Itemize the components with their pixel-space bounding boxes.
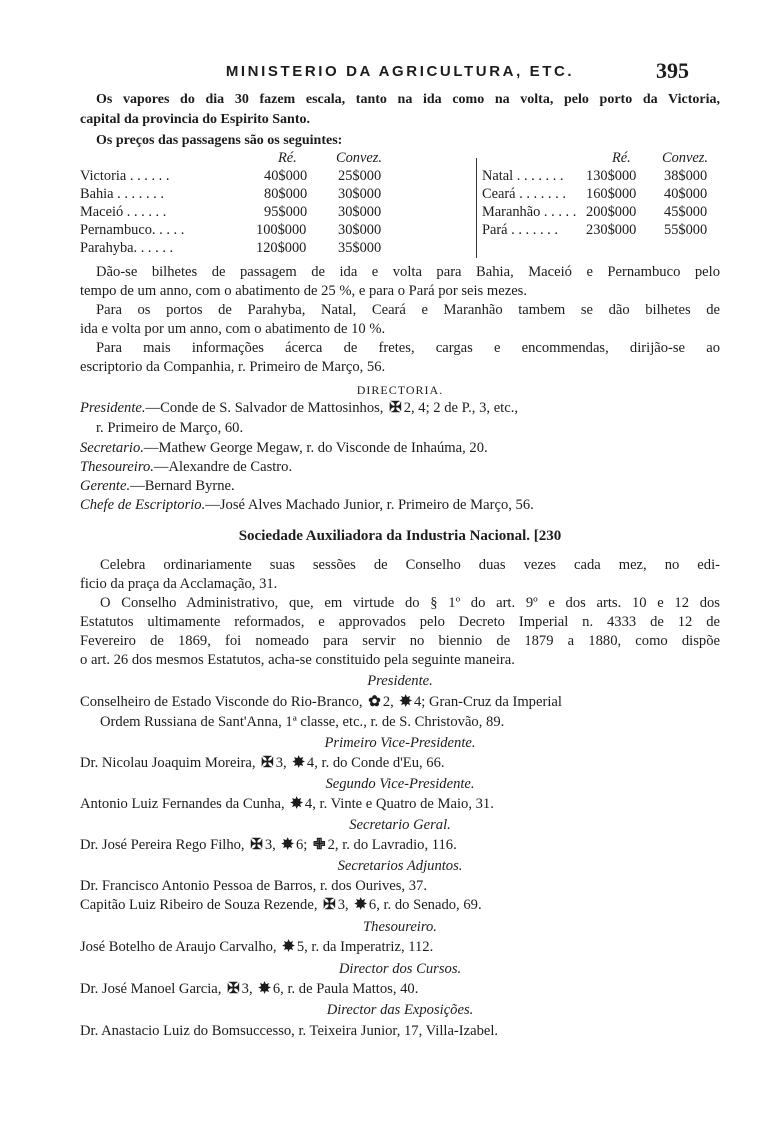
dc-line [80,979,720,999]
notes-line-4: ida e volta por um anno, com o abatimento de 10 %. [80,321,386,337]
sg-line [80,835,720,855]
order-star-icon: ✸ [399,694,412,710]
notes-line-3: Para os portos de Parahyba, Natal, Ceará e Maranhão tambem se dão bilhetes de [96,302,720,318]
vp1-line [80,753,720,773]
fare-right-convez-0: 38$000 [664,168,708,184]
notes-line-1: Dão-se bilhetes de passagem de ida e volta para Bahia, Maceió e Pernambuco pelo [96,264,720,280]
fare-right-port-2: Maranhão . . . . . [482,204,577,220]
fare-right-port-0: Natal . . . . . . . [482,168,564,184]
sa-line1: Dr. Francisco Antonio Pessoa de Barros, r. dos Ourives, 37. [80,878,427,894]
fare-left-re-1: 80$000 [264,186,308,202]
fare-right-re-0: 130$000 [586,168,637,184]
sociedade-presidente-heading: Presidente. [367,673,433,689]
chefe-label: Chefe de Escriptorio. [80,497,206,513]
page-number: 395 [656,58,689,83]
sociedade-para2-line1: O Conselho Administrativo, que, em virtude do § 1º do art. 9º e dos arts. 10 e 12 dos [100,595,720,611]
fare-right-port-1: Ceará . . . . . . . [482,186,566,202]
table-divider [476,158,477,258]
directoria-presidente [80,398,720,418]
vp2-a: Antonio Luiz Fernandes da Cunha, [80,796,285,812]
vp2-b: 4, r. Vinte e Quatro de Maio, 31. [304,796,494,812]
secretario-label: Secretario. [80,440,144,456]
fare-right-convez-2: 45$000 [664,204,708,220]
fare-left-port-2: Maceió . . . . . . [80,204,167,220]
order-cross-icon: ✠ [261,755,274,771]
vapores-intro-line-2: capital da provincia do Espirito Santo. [80,112,311,127]
fare-left-re-4: 120$000 [256,240,307,256]
fare-left-re-0: 40$000 [264,168,308,184]
sociedade-presidente-line2: Ordem Russiana de Sant'Anna, 1ª classe, etc., r. de S. Christovão, 89. [100,714,505,730]
sociedade-presidente [80,692,720,712]
thesoureiro-text: —Alexandre de Castro. [153,459,293,475]
sa-line2 [80,895,720,915]
sa-heading: Secretarios Adjuntos. [337,858,463,874]
fare-left-port-3: Pernambuco. . . . . [80,222,185,238]
sg-c: 6; [296,837,308,853]
fare-left-port-0: Victoria . . . . . . [80,168,170,184]
sp-b: 2, [382,694,394,710]
fare-left-convez-2: 30$000 [338,204,382,220]
order-cross-icon: ✠ [389,400,402,416]
sp-c: 4; Gran-Cruz da Imperial [414,694,562,710]
vp1-heading: Primeiro Vice-Presidente. [324,735,476,751]
col-header-re-right: Ré. [612,150,631,166]
vapores-intro-line-1: Os vapores do dia 30 fazem escala, tanto na ida como na volta, pelo porto da Victoria, [96,92,720,107]
order-cross-icon: ✠ [323,897,336,913]
de-heading: Director das Exposições. [326,1002,474,1018]
col-header-re-left: Ré. [278,150,297,166]
sa2-c: 6, r. do Senado, 69. [368,897,482,913]
vp1-a: Dr. Nicolau Joaquim Moreira, [80,755,256,771]
sa2-b: 3, [337,897,349,913]
vp1-b: 3, [275,755,287,771]
order-cross-icon: ✠ [250,837,263,853]
vp1-c: 4, r. do Conde d'Eu, 66. [306,755,445,771]
sg-heading: Secretario Geral. [349,817,451,833]
sg-a: Dr. José Pereira Rego Filho, [80,837,245,853]
directoria-thesoureiro [80,457,720,477]
directoria-secretario [80,438,720,458]
secretario-text: —Mathew George Megaw, r. do Visconde de Inhaúma, 20. [143,440,488,456]
fare-right-convez-1: 40$000 [664,186,708,202]
fare-left-port-1: Bahia . . . . . . . [80,186,164,202]
thesoureiro-label: Thesoureiro. [80,459,154,475]
th-heading: Thesoureiro. [363,919,437,935]
directoria-chefe [80,495,720,515]
dc-b: 3, [241,981,253,997]
precos-label: Os preços das passagens são os seguintes: [96,133,343,148]
gerente-text: —Bernard Byrne. [130,478,235,494]
order-star-icon: ✸ [290,796,303,812]
fare-right-convez-3: 55$000 [664,222,708,238]
de-line: Dr. Anastacio Luiz do Bomsuccesso, r. Teixeira Junior, 17, Villa-Izabel. [80,1023,499,1039]
directoria-heading: DIRECTORIA. [356,383,444,397]
running-header: MINISTERIO DA AGRICULTURA, ETC. [225,63,575,80]
fare-left-convez-0: 25$000 [338,168,382,184]
directoria-gerente [80,476,720,496]
presidente-decor: 2, 4; 2 de P., 3, etc., [403,400,519,416]
order-star-icon: ✸ [292,755,305,771]
sociedade-title: Sociedade Auxiliadora da Industria Nacional. [230 [238,528,562,544]
presidente-text: —Conde de S. Salvador de Mattosinhos, [145,400,384,416]
sociedade-para1-line1: Celebra ordinariamente suas sessões de Conselho duas vezes cada mez, no edi- [100,557,720,573]
presidente-address: r. Primeiro de Março, 60. [96,420,244,436]
fare-left-port-4: Parahyba. . . . . . [80,240,174,256]
fare-left-re-3: 100$000 [256,222,307,238]
notes-line-2: tempo de um anno, com o abatimento de 25 %, e para o Pará por seis mezes. [80,283,527,299]
dc-a: Dr. José Manoel Garcia, [80,981,222,997]
order-star-icon: ✸ [258,981,271,997]
order-maltese-icon: ✙ [313,837,326,853]
sa2-a: Capitão Luiz Ribeiro de Souza Rezende, [80,897,318,913]
dc-heading: Director dos Cursos. [338,961,462,977]
order-star-icon: ✸ [354,897,367,913]
th-line [80,937,720,957]
fare-left-convez-4: 35$000 [338,240,382,256]
col-header-convez-right: Convez. [662,150,708,166]
dc-c: 6, r. de Paula Mattos, 40. [272,981,419,997]
vp2-line [80,794,720,814]
th-b: 5, r. da Imperatriz, 112. [296,939,434,955]
chefe-text: —José Alves Machado Junior, r. Primeiro de Março, 56. [205,497,534,513]
order-star-icon: ✸ [282,939,295,955]
order-rose-icon: ✿ [368,694,381,710]
notes-line-5: Para mais informações ácerca de fretes, cargas e encommendas, dirijão-se ao [96,340,720,356]
sg-d: 2, r. do Lavradio, 116. [327,837,457,853]
presidente-label: Presidente. [80,400,146,416]
th-a: José Botelho de Araujo Carvalho, [80,939,277,955]
vp2-heading: Segundo Vice-Presidente. [325,776,475,792]
fare-right-port-3: Pará . . . . . . . [482,222,558,238]
fare-right-re-3: 230$000 [586,222,637,238]
sociedade-para2-line2: Estatutos ultimamente reformados, e approvados pelo Decreto Imperial n. 4333 de 12 de [80,614,720,630]
fare-right-re-2: 200$000 [586,204,637,220]
gerente-label: Gerente. [80,478,131,494]
notes-line-6: escriptorio da Companhia, r. Primeiro de Março, 56. [80,359,386,375]
fare-right-re-1: 160$000 [586,186,637,202]
sp-a: Conselheiro de Estado Visconde do Rio-Branco, [80,694,363,710]
sociedade-para2-line4: o art. 26 dos mesmos Estatutos, acha-se constituido pela seguinte maneira. [80,652,515,668]
order-star-icon: ✸ [281,837,294,853]
fare-left-re-2: 95$000 [264,204,308,220]
col-header-convez-left: Convez. [336,150,382,166]
sociedade-para2-line3: Fevereiro de 1869, foi nomeado para servir no biennio de 1879 a 1880, como dispõe [80,633,720,649]
fare-left-convez-1: 30$000 [338,186,382,202]
sociedade-para1-line2: ficio da praça da Acclamação, 31. [80,576,278,592]
fare-table [80,150,720,260]
sg-b: 3, [264,837,276,853]
order-cross-icon: ✠ [227,981,240,997]
fare-left-convez-3: 30$000 [338,222,382,238]
